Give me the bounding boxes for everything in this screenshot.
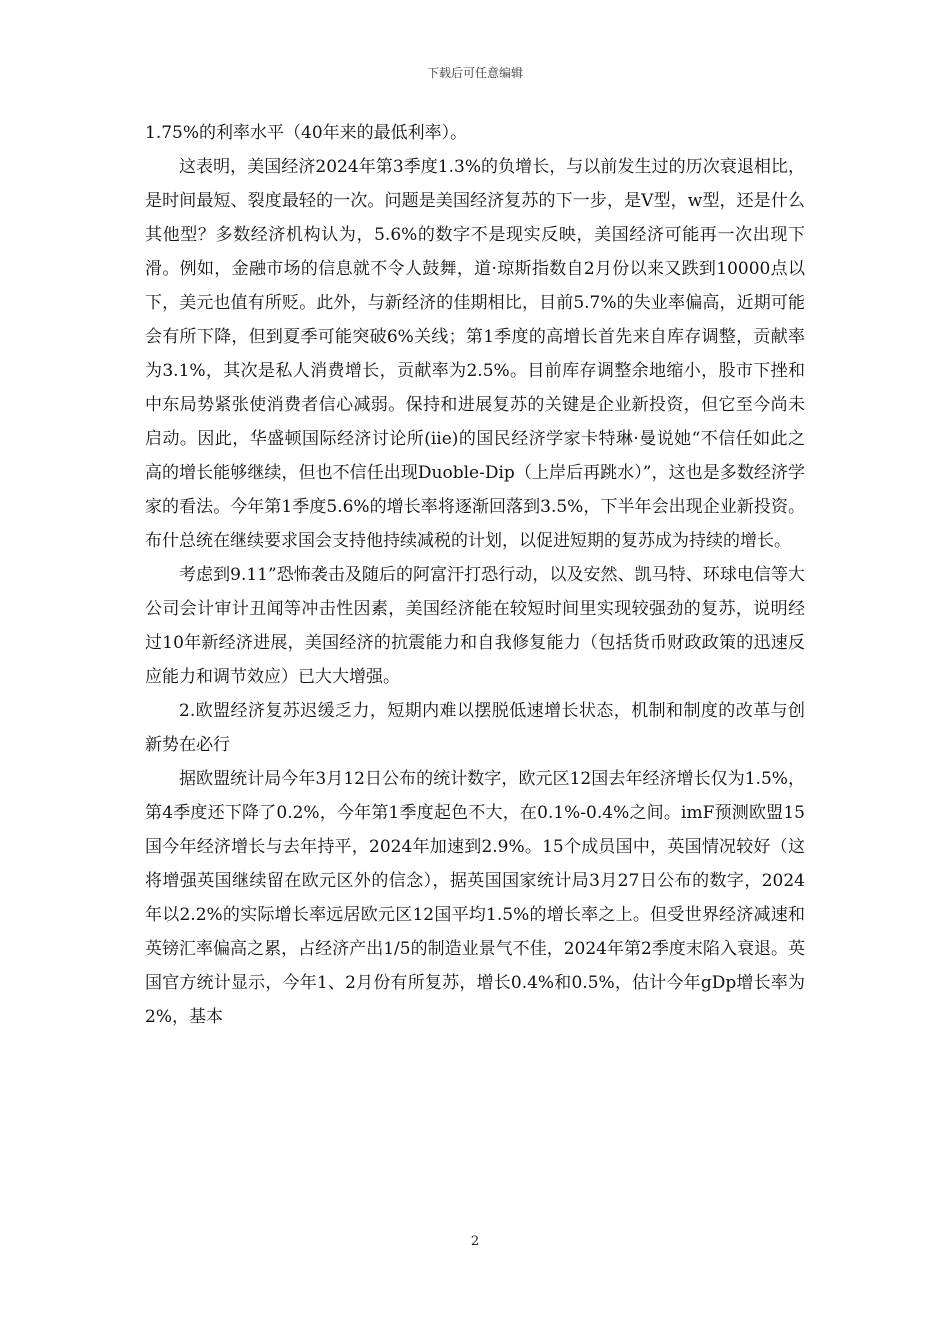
page-header: 下载后可任意编辑 [426, 66, 523, 80]
paragraph: 1.75%的利率水平（40年来的最低利率）。 [145, 123, 468, 143]
paragraph: 这表明，美国经济2024年第3季度1.3%的负增长，与以前发生过的历次衰退相比，是时间最短、裂度最轻的一次。问题是美国经济复苏的下一步，是V型，w型，还是什么其他型？多数经济机构认为，5.6%的数字不是现实反映，美国经济可能再一次出现下滑。例如，金融市场的信息就不令人鼓舞，道·琼斯指数自2月份以来又跌到10000点以下，美元也值有所贬。此外，与新经济的佳期相比，目前5.7%的失业率偏高，近期可能会有所下降，但到夏季可能突破6%关线；第1季度的高增长首先来自库存调整，贡献率为3.1%，其次是私人消费增长，贡献率为2.5%。目前库存调整余地缩小，股市下挫和中东局势紧张使消费者信心减弱。保持和进展复苏的关键是企业新投资，但它至今尚未启动。因此，华盛顿国际经济讨论所(iie)的国民经济学家卡特琳·曼说她“不信任如此之高的增长能够继续，但也不信任出现Duoble-Dip（上岸后再跳水）”，这也是多数经济学家的看法。今年第1季度5.6%的增长率将逐渐回落到3.5%，下半年会出现企业新投资。布什总统在继续要求国会支持他持续减税的计划，以促进短期的复苏成为持续的增长。 [145, 157, 805, 551]
paragraph: 考虑到9.11”恐怖袭击及随后的阿富汗打恐行动，以及安然、凯马特、环球电信等大公司会计审计丑闻等冲击性因素，美国经济能在较短时间里实现较强劲的复苏，说明经过10年新经济进展，美国经济的抗震能力和自我修复能力（包括货币财政政策的迅速反应能力和调节效应）已大大增强。 [145, 565, 805, 687]
section-heading: 2.欧盟经济复苏迟缓乏力，短期内难以摆脱低速增长状态，机制和制度的改革与创新势在必行 [145, 701, 805, 755]
paragraph: 据欧盟统计局今年3月12日公布的统计数字，欧元区12国去年经济增长仅为1.5%，第4季度还下降了0.2%，今年第1季度起色不大，在0.1%-0.4%之间。imF预测欧盟15国今年经济增长与去年持平，2024年加速到2.9%。15个成员国中，英国情况较好（这将增强英国继续留在欧元区外的信念），据英国国家统计局3月27日公布的数字，2024年以2.2%的实际增长率远居欧元区12国平均1.5%的增长率之上。但受世界经济减速和英镑汇率偏高之累，占经济产出1/5的制造业景气不佳，2024年第2季度末陷入衰退。英国官方统计显示，今年1、2月份有所复苏，增长0.4%和0.5%，估计今年gDp增长率为2%，基本 [145, 769, 805, 1027]
document-body [145, 116, 805, 1034]
page-number: 2 [470, 1234, 480, 1249]
